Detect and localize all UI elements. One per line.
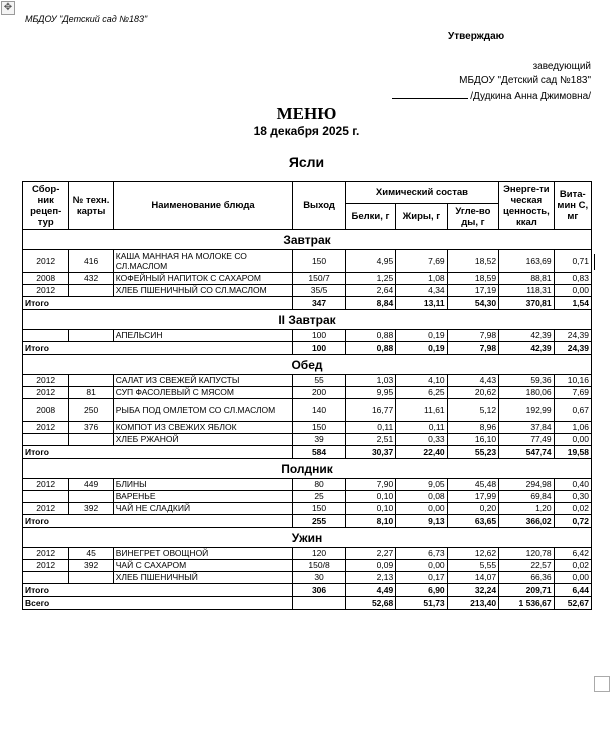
dish-name: ХЛЕБ ПШЕНИЧНЫЙ СО СЛ.МАСЛОМ bbox=[113, 285, 293, 297]
total-protein: 4,49 bbox=[345, 584, 395, 597]
output-value: 150 bbox=[293, 422, 345, 434]
grand-total-output bbox=[293, 597, 345, 610]
tech-card-number bbox=[69, 375, 113, 387]
tech-card-number bbox=[69, 572, 113, 584]
collection-year: 2012 bbox=[23, 375, 69, 387]
table-row bbox=[23, 560, 592, 572]
protein-value: 2,51 bbox=[345, 434, 395, 446]
protein-value: 1,03 bbox=[345, 375, 395, 387]
total-energy: 209,71 bbox=[499, 584, 554, 597]
collection-year: 2012 bbox=[23, 250, 69, 273]
fat-value: 0,17 bbox=[396, 572, 447, 584]
fat-value: 11,61 bbox=[396, 399, 447, 422]
signature-line bbox=[392, 88, 591, 104]
menu-date: 18 декабря 2025 г. bbox=[253, 124, 360, 138]
vitamin-value: 0,02 bbox=[554, 503, 591, 515]
col-header-chem: Химический состав bbox=[345, 182, 498, 204]
dish-name: ЧАЙ НЕ СЛАДКИЙ bbox=[113, 503, 293, 515]
carbs-value: 14,07 bbox=[447, 572, 498, 584]
tech-card-number: 392 bbox=[69, 560, 113, 572]
collection-year: 2012 bbox=[23, 285, 69, 297]
dish-name: КАША МАННАЯ НА МОЛОКЕ СО СЛ.МАСЛОМ bbox=[113, 250, 293, 273]
output-value: 150 bbox=[293, 503, 345, 515]
protein-value: 9,95 bbox=[345, 387, 395, 399]
col-header-collection: Сбор-ник рецеп-тур bbox=[23, 182, 69, 230]
dish-name: ЧАЙ С САХАРОМ bbox=[113, 560, 293, 572]
tech-card-number: 392 bbox=[69, 503, 113, 515]
carbs-value: 8,96 bbox=[447, 422, 498, 434]
output-value: 25 bbox=[293, 491, 345, 503]
vitamin-value: 0,83 bbox=[554, 273, 591, 285]
collection-year bbox=[23, 491, 69, 503]
grand-total-fat: 51,73 bbox=[396, 597, 447, 610]
vitamin-value: 10,16 bbox=[554, 375, 591, 387]
table-move-handle-icon[interactable]: ✥ bbox=[1, 1, 15, 15]
vitamin-value: 7,69 bbox=[554, 387, 591, 399]
total-vitamin: 24,39 bbox=[554, 342, 591, 355]
total-output: 584 bbox=[293, 446, 345, 459]
total-carbs: 63,65 bbox=[447, 515, 498, 528]
energy-value: 66,36 bbox=[499, 572, 554, 584]
collection-year: 2012 bbox=[23, 560, 69, 572]
vitamin-value: 24,39 bbox=[554, 330, 591, 342]
total-vitamin: 0,72 bbox=[554, 515, 591, 528]
energy-value: 69,84 bbox=[499, 491, 554, 503]
carbs-value: 7,98 bbox=[447, 330, 498, 342]
energy-value: 37,84 bbox=[499, 422, 554, 434]
table-resize-handle[interactable] bbox=[594, 676, 610, 692]
fat-value: 6,73 bbox=[396, 548, 447, 560]
fat-value: 1,08 bbox=[396, 273, 447, 285]
fat-value: 0,08 bbox=[396, 491, 447, 503]
section-header bbox=[23, 355, 592, 375]
total-label: Итого bbox=[23, 446, 293, 459]
carbs-value: 16,10 bbox=[447, 434, 498, 446]
vitamin-value: 0,02 bbox=[554, 560, 591, 572]
output-value: 30 bbox=[293, 572, 345, 584]
total-output: 347 bbox=[293, 297, 345, 310]
total-label: Итого bbox=[23, 584, 293, 597]
output-value: 150/8 bbox=[293, 560, 345, 572]
energy-value: 22,57 bbox=[499, 560, 554, 572]
section-header bbox=[23, 528, 592, 548]
fat-value: 9,05 bbox=[396, 479, 447, 491]
fat-value: 0,19 bbox=[396, 330, 447, 342]
vitamin-value: 0,00 bbox=[554, 572, 591, 584]
total-protein: 0,88 bbox=[345, 342, 395, 355]
table-row bbox=[23, 548, 592, 560]
energy-value: 77,49 bbox=[499, 434, 554, 446]
total-label: Итого bbox=[23, 515, 293, 528]
grand-total-row bbox=[23, 597, 592, 610]
dish-name: САЛАТ ИЗ СВЕЖЕЙ КАПУСТЫ bbox=[113, 375, 293, 387]
protein-value: 0,88 bbox=[345, 330, 395, 342]
collection-year: 2008 bbox=[23, 399, 69, 422]
table-row bbox=[23, 285, 592, 297]
carbs-value: 45,48 bbox=[447, 479, 498, 491]
group-name: Ясли bbox=[288, 154, 325, 170]
protein-value: 0,09 bbox=[345, 560, 395, 572]
fat-value: 4,10 bbox=[396, 375, 447, 387]
organization-name: МБДОУ "Детский сад №183" bbox=[25, 14, 148, 24]
dish-name: ВИНЕГРЕТ ОВОЩНОЙ bbox=[113, 548, 293, 560]
total-protein: 8,84 bbox=[345, 297, 395, 310]
text-cursor bbox=[594, 254, 595, 270]
total-carbs: 55,23 bbox=[447, 446, 498, 459]
vitamin-value: 0,00 bbox=[554, 285, 591, 297]
page-title: МЕНЮ bbox=[276, 104, 337, 123]
total-fat: 22,40 bbox=[396, 446, 447, 459]
energy-value: 294,98 bbox=[499, 479, 554, 491]
total-protein: 8,10 bbox=[345, 515, 395, 528]
table-row bbox=[23, 572, 592, 584]
total-vitamin: 6,44 bbox=[554, 584, 591, 597]
total-label: Итого bbox=[23, 297, 293, 310]
section-header bbox=[23, 230, 592, 250]
col-header-tech-card: № техн. карты bbox=[69, 182, 113, 230]
dish-name: БЛИНЫ bbox=[113, 479, 293, 491]
table-row bbox=[23, 399, 592, 422]
collection-year: 2012 bbox=[23, 479, 69, 491]
output-value: 35/5 bbox=[293, 285, 345, 297]
output-value: 150/7 bbox=[293, 273, 345, 285]
protein-value: 7,90 bbox=[345, 479, 395, 491]
fat-value: 4,34 bbox=[396, 285, 447, 297]
tech-card-number: 81 bbox=[69, 387, 113, 399]
carbs-value: 17,99 bbox=[447, 491, 498, 503]
section-header bbox=[23, 459, 592, 479]
table-row bbox=[23, 330, 592, 342]
tech-card-number bbox=[69, 285, 113, 297]
energy-value: 118,31 bbox=[499, 285, 554, 297]
carbs-value: 18,59 bbox=[447, 273, 498, 285]
energy-value: 192,99 bbox=[499, 399, 554, 422]
energy-value: 120,78 bbox=[499, 548, 554, 560]
fat-value: 7,69 bbox=[396, 250, 447, 273]
tech-card-number: 45 bbox=[69, 548, 113, 560]
total-vitamin: 19,58 bbox=[554, 446, 591, 459]
fat-value: 0,11 bbox=[396, 422, 447, 434]
table-row bbox=[23, 491, 592, 503]
total-output: 100 bbox=[293, 342, 345, 355]
col-header-carbs: Угле-во ды, г bbox=[447, 204, 498, 230]
protein-value: 0,10 bbox=[345, 491, 395, 503]
total-label: Итого bbox=[23, 342, 293, 355]
approval-block bbox=[392, 60, 591, 104]
grand-total-protein: 52,68 bbox=[345, 597, 395, 610]
col-header-output: Выход bbox=[293, 182, 345, 230]
energy-value: 42,39 bbox=[499, 330, 554, 342]
collection-year: 2012 bbox=[23, 548, 69, 560]
vitamin-value: 6,42 bbox=[554, 548, 591, 560]
carbs-value: 5,12 bbox=[447, 399, 498, 422]
total-fat: 13,11 bbox=[396, 297, 447, 310]
tech-card-number: 432 bbox=[69, 273, 113, 285]
total-carbs: 32,24 bbox=[447, 584, 498, 597]
signature-blank bbox=[392, 88, 468, 99]
output-value: 100 bbox=[293, 330, 345, 342]
tech-card-number bbox=[69, 330, 113, 342]
output-value: 55 bbox=[293, 375, 345, 387]
protein-value: 2,13 bbox=[345, 572, 395, 584]
energy-value: 1,20 bbox=[499, 503, 554, 515]
table-row bbox=[23, 422, 592, 434]
section-total-row bbox=[23, 515, 592, 528]
energy-value: 180,06 bbox=[499, 387, 554, 399]
grand-total-vitamin: 52,67 bbox=[554, 597, 591, 610]
carbs-value: 4,43 bbox=[447, 375, 498, 387]
dish-name: ХЛЕБ РЖАНОЙ bbox=[113, 434, 293, 446]
total-carbs: 54,30 bbox=[447, 297, 498, 310]
section-total-row bbox=[23, 446, 592, 459]
section-title: Завтрак bbox=[23, 230, 592, 250]
total-fat: 6,90 bbox=[396, 584, 447, 597]
protein-value: 2,27 bbox=[345, 548, 395, 560]
tech-card-number bbox=[69, 434, 113, 446]
output-value: 200 bbox=[293, 387, 345, 399]
collection-year bbox=[23, 330, 69, 342]
energy-value: 88,81 bbox=[499, 273, 554, 285]
dish-name: СУП ФАСОЛЕВЫЙ С МЯСОМ bbox=[113, 387, 293, 399]
total-energy: 42,39 bbox=[499, 342, 554, 355]
vitamin-value: 0,67 bbox=[554, 399, 591, 422]
section-header bbox=[23, 310, 592, 330]
total-energy: 547,74 bbox=[499, 446, 554, 459]
carbs-value: 12,62 bbox=[447, 548, 498, 560]
section-title: Обед bbox=[23, 355, 592, 375]
organization-right: МБДОУ "Детский сад №183" bbox=[459, 75, 591, 86]
table-row bbox=[23, 479, 592, 491]
collection-year: 2012 bbox=[23, 503, 69, 515]
dish-name: РЫБА ПОД ОМЛЕТОМ СО СЛ.МАСЛОМ bbox=[113, 399, 293, 422]
collection-year: 2012 bbox=[23, 387, 69, 399]
vitamin-value: 0,00 bbox=[554, 434, 591, 446]
fat-value: 0,33 bbox=[396, 434, 447, 446]
table-row bbox=[23, 375, 592, 387]
dish-name: КОФЕЙНЫЙ НАПИТОК С САХАРОМ bbox=[113, 273, 293, 285]
table-row bbox=[23, 250, 592, 273]
total-fat: 9,13 bbox=[396, 515, 447, 528]
section-title: Ужин bbox=[23, 528, 592, 548]
vitamin-value: 0,30 bbox=[554, 491, 591, 503]
protein-value: 16,77 bbox=[345, 399, 395, 422]
section-title: II Завтрак bbox=[23, 310, 592, 330]
output-value: 80 bbox=[293, 479, 345, 491]
total-fat: 0,19 bbox=[396, 342, 447, 355]
col-header-vitamin: Вита-мин С, мг bbox=[554, 182, 591, 230]
section-total-row bbox=[23, 584, 592, 597]
col-header-dish-name: Наименование блюда bbox=[113, 182, 293, 230]
col-header-fat: Жиры, г bbox=[396, 204, 447, 230]
collection-year: 2012 bbox=[23, 422, 69, 434]
grand-total-carbs: 213,40 bbox=[447, 597, 498, 610]
total-energy: 370,81 bbox=[499, 297, 554, 310]
dish-name: ВАРЕНЬЕ bbox=[113, 491, 293, 503]
total-carbs: 7,98 bbox=[447, 342, 498, 355]
carbs-value: 20,62 bbox=[447, 387, 498, 399]
carbs-value: 17,19 bbox=[447, 285, 498, 297]
position-label: заведующий bbox=[532, 61, 591, 72]
table-row bbox=[23, 387, 592, 399]
menu-table bbox=[22, 181, 592, 610]
energy-value: 163,69 bbox=[499, 250, 554, 273]
output-value: 39 bbox=[293, 434, 345, 446]
total-protein: 30,37 bbox=[345, 446, 395, 459]
protein-value: 4,95 bbox=[345, 250, 395, 273]
vitamin-value: 1,06 bbox=[554, 422, 591, 434]
col-header-protein: Белки, г bbox=[345, 204, 395, 230]
fat-value: 0,00 bbox=[396, 560, 447, 572]
fat-value: 0,00 bbox=[396, 503, 447, 515]
table-row bbox=[23, 273, 592, 285]
fat-value: 6,25 bbox=[396, 387, 447, 399]
carbs-value: 18,52 bbox=[447, 250, 498, 273]
tech-card-number: 449 bbox=[69, 479, 113, 491]
tech-card-number bbox=[69, 491, 113, 503]
tech-card-number: 250 bbox=[69, 399, 113, 422]
approve-label: Утверждаю bbox=[448, 31, 505, 42]
protein-value: 1,25 bbox=[345, 273, 395, 285]
total-output: 255 bbox=[293, 515, 345, 528]
energy-value: 59,36 bbox=[499, 375, 554, 387]
carbs-value: 0,20 bbox=[447, 503, 498, 515]
dish-name: КОМПОТ ИЗ СВЕЖИХ ЯБЛОК bbox=[113, 422, 293, 434]
protein-value: 0,10 bbox=[345, 503, 395, 515]
total-energy: 366,02 bbox=[499, 515, 554, 528]
dish-name: АПЕЛЬСИН bbox=[113, 330, 293, 342]
output-value: 120 bbox=[293, 548, 345, 560]
collection-year: 2008 bbox=[23, 273, 69, 285]
vitamin-value: 0,71 bbox=[554, 250, 591, 273]
table-row bbox=[23, 434, 592, 446]
output-value: 140 bbox=[293, 399, 345, 422]
protein-value: 2,64 bbox=[345, 285, 395, 297]
table-row bbox=[23, 503, 592, 515]
tech-card-number: 416 bbox=[69, 250, 113, 273]
dish-name: ХЛЕБ ПШЕНИЧНЫЙ bbox=[113, 572, 293, 584]
vitamin-value: 0,40 bbox=[554, 479, 591, 491]
section-title: Полдник bbox=[23, 459, 592, 479]
section-total-row bbox=[23, 342, 592, 355]
grand-total-energy: 1 536,67 bbox=[499, 597, 554, 610]
collection-year bbox=[23, 434, 69, 446]
protein-value: 0,11 bbox=[345, 422, 395, 434]
tech-card-number: 376 bbox=[69, 422, 113, 434]
section-total-row bbox=[23, 297, 592, 310]
grand-total-label: Всего bbox=[23, 597, 293, 610]
carbs-value: 5,55 bbox=[447, 560, 498, 572]
col-header-energy: Энерге-ти ческая ценность, ккал bbox=[499, 182, 554, 230]
total-vitamin: 1,54 bbox=[554, 297, 591, 310]
total-output: 306 bbox=[293, 584, 345, 597]
output-value: 150 bbox=[293, 250, 345, 273]
signature-name: /Дудкина Анна Джимовна/ bbox=[470, 91, 591, 102]
collection-year bbox=[23, 572, 69, 584]
